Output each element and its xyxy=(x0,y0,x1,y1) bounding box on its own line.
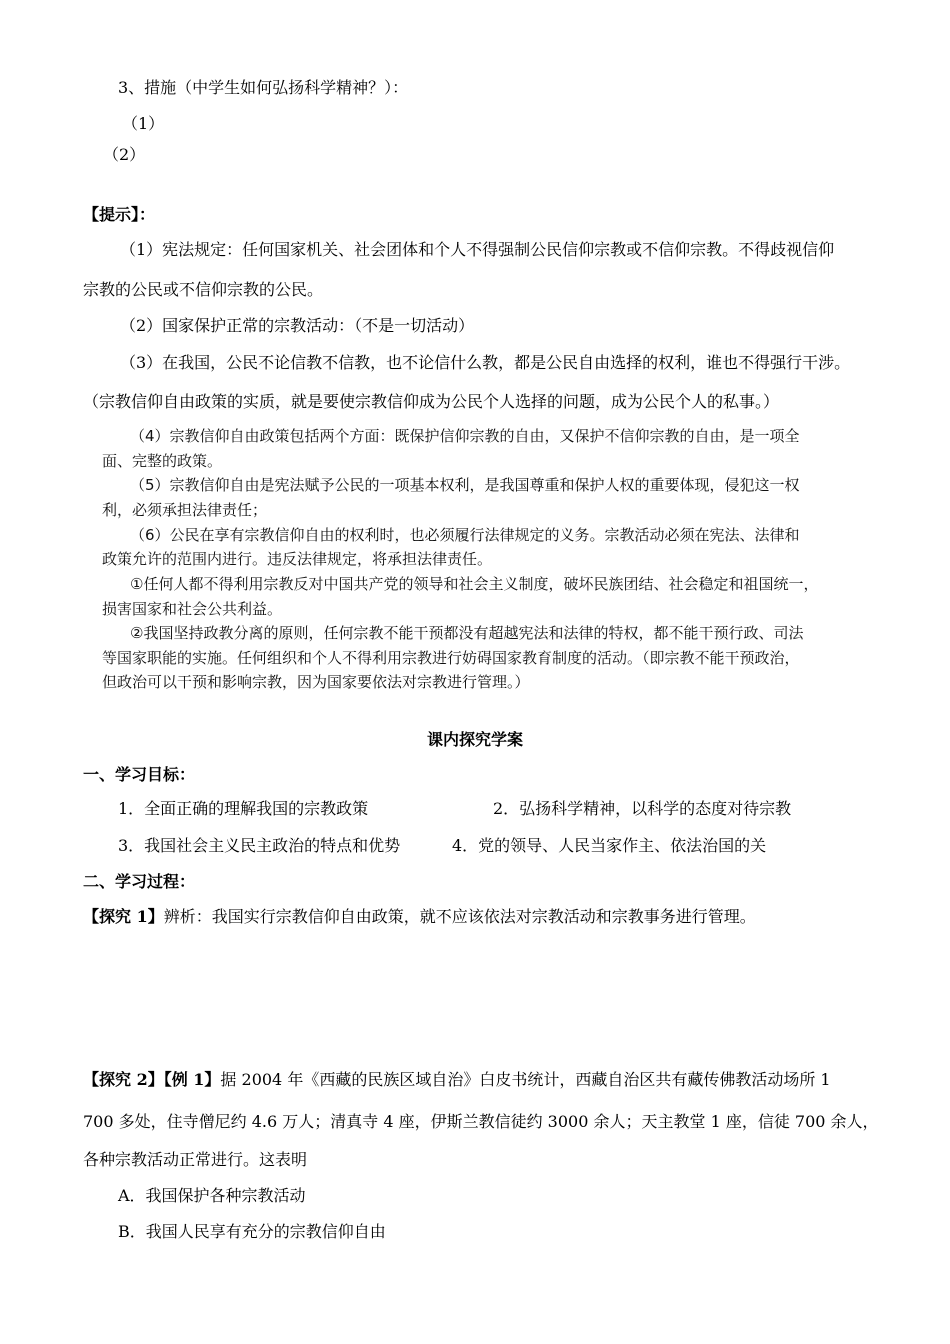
explore-1-text: 辨析：我国实行宗教信仰自由政策，就不应该依法对宗教活动和宗教事务进行管理。 xyxy=(163,907,756,926)
scan-line-10: 等国家职能的实施。任何组织和个人不得利用宗教进行妨碍国家教育制度的活动。（即宗教不能干预政治， xyxy=(102,649,800,667)
scan-line-6: 政策允许的范围内进行。违反法律规定，将承担法律责任。 xyxy=(102,550,493,568)
explore-1 xyxy=(83,907,756,927)
tip-1-line-2: 宗教的公民或不信仰宗教的公民。 xyxy=(83,280,324,299)
measures-heading: 3、措施（中学生如何弘扬科学精神？）： xyxy=(118,78,409,97)
scan-line-4: 利，必须承担法律责任； xyxy=(102,501,268,519)
tips-heading: 【提示】： xyxy=(83,205,156,224)
scan-line-8: 损害国家和社会公共利益。 xyxy=(102,600,283,618)
explore-2-text-1: 据 2004 年《西藏的民族区域自治》白皮书统计，西藏自治区共有藏传佛教活动场所 1 xyxy=(220,1070,831,1089)
measure-item-2: （2） xyxy=(103,145,146,164)
goal-3: 3．我国社会主义民主政治的特点和优势 xyxy=(118,836,401,855)
tip-3: （3）在我国，公民不论信教不信教，也不论信什么教，都是公民自由选择的权利，谁也不得强行干涉。 xyxy=(120,353,851,372)
scan-line-3: （5）宗教信仰自由是宪法赋予公民的一项基本权利，是我国尊重和保护人权的重要体现，侵犯这一权 xyxy=(130,476,800,494)
explore-2-line-1 xyxy=(83,1070,831,1090)
tip-1-line-1: （1）宪法规定：任何国家机关、社会团体和个人不得强制公民信仰宗教或不信仰宗教。不得歧视信仰 xyxy=(120,240,835,259)
goal-2: 2．弘扬科学精神，以科学的态度对待宗教 xyxy=(493,799,792,818)
explore-2-line-2: 700 多处，住寺僧尼约 4.6 万人；清真寺 4 座，伊斯兰教信徒约 3000 余人；天主教堂 1 座，信徒 700 余人， xyxy=(83,1112,879,1131)
tip-2: （2）国家保护正常的宗教活动：（不是一切活动） xyxy=(120,316,475,335)
scan-line-7: ①任何人都不得利用宗教反对中国共产党的领导和社会主义制度，破坏民族团结、社会稳定和祖国统一， xyxy=(130,575,819,593)
explore-1-tag: 【探究 1】 xyxy=(83,907,164,926)
section-title: 课内探究学案 xyxy=(426,730,523,749)
option-b: B．我国人民享有充分的宗教信仰自由 xyxy=(118,1222,386,1241)
scan-line-1: （4）宗教信仰自由政策包括两个方面：既保护信仰宗教的自由，又保护不信仰宗教的自由，是一项全 xyxy=(130,427,800,445)
scan-line-2: 面、完整的政策。 xyxy=(102,452,223,470)
goals-heading: 一、学习目标： xyxy=(83,765,196,784)
goal-1: 1．全面正确的理解我国的宗教政策 xyxy=(118,799,369,818)
process-heading: 二、学习过程： xyxy=(83,872,196,891)
scan-line-9: ②我国坚持政教分离的原则，任何宗教不能干预都没有超越宪法和法律的特权，都不能干预行政、司法 xyxy=(130,624,804,642)
explore-2-tag: 【探究 2】【例 1】 xyxy=(83,1070,221,1089)
scan-line-5: （6）公民在享有宗教信仰自由的权利时，也必须履行法律规定的义务。宗教活动必须在宪法、法律和 xyxy=(130,526,800,544)
option-a: A．我国保护各种宗教活动 xyxy=(118,1186,306,1205)
explore-2-line-3: 各种宗教活动正常进行。这表明 xyxy=(83,1150,308,1169)
measure-item-1: （1） xyxy=(122,114,165,133)
tip-3-note: （宗教信仰自由政策的实质，就是要使宗教信仰成为公民个人选择的问题，成为公民个人的私事。） xyxy=(83,392,780,411)
goal-4: 4．党的领导、人民当家作主、依法治国的关 xyxy=(452,836,767,855)
scan-line-11: 但政治可以干预和影响宗教，因为国家要依法对宗教进行管理。） xyxy=(102,673,530,691)
